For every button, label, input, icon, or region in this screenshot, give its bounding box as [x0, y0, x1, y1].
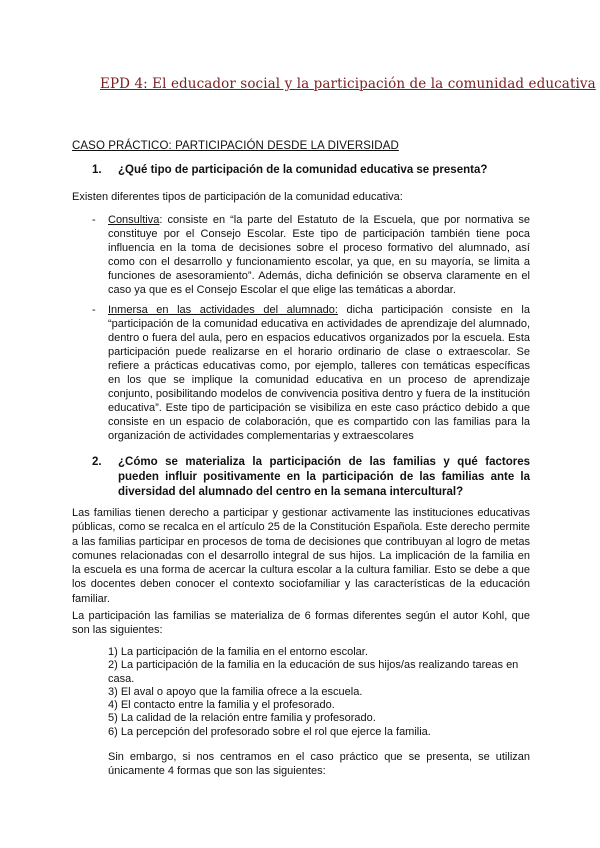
section-heading: CASO PRÁCTICO: PARTICIPACIÓN DESDE LA DIVERSIDAD [72, 140, 399, 152]
families-paragraph: Las familias tienen derecho a participar y gestionar activamente las instituciones educativas públicas, como se recalca en el artículo 25 de la Constitución Española. Este derecho permite a las familias participar en procesos de toma de decisiones que contribuyan al logro de metas comunes relacionadas con el desarrollo integral de sus hijos. La implicación de la familia en la escuela es una forma de acercar la cultura escolar a la cultura familiar. Esto se debe a que los docentes deben conocer el contexto sociofamiliar y las características de la educación familiar. [72, 507, 530, 605]
kohl-paragraph: La participación las familias se materializa de 6 formas diferentes según el autor Kohl, que son las siguientes: [72, 610, 530, 637]
question-2-text: ¿Cómo se materializa la participación de las familias y qué factores pueden influir positivamente en la participación de las familias ante la diversidad del alumnado del centro en la semana intercultural? [118, 456, 530, 498]
bullet-text [92, 303, 530, 443]
list-item: 2) La participación de la familia en la educación de sus hijos/as realizando tareas en casa. [108, 659, 519, 685]
question-2 [92, 455, 530, 500]
list-item: 4) El contacto entre la familia y el profesorado. [108, 699, 335, 712]
question-1-text: ¿Qué tipo de participación de la comunidad educativa se presenta? [118, 164, 488, 176]
bullet-inmersa [92, 303, 530, 443]
document-title: EPD 4: El educador social y la participación de la comunidad educativa [100, 76, 596, 92]
intro-paragraph: Existen diferentes tipos de participación de la comunidad educativa: [72, 191, 403, 203]
bullet-dash: - [92, 214, 96, 226]
kohl-list [108, 646, 530, 739]
list-item: 5) La calidad de la relación entre familia y profesorado. [108, 712, 376, 725]
bullet-body: : consiste en “la parte del Estatuto de la Escuela, que por normativa se constituye por el Consejo Escolar. Este tipo de participación también tiene poca influencia en la toma de decisiones sobre el proceso formativo del alumnado, así como con el desarrollo y funcionamiento escolar, ya que, en su mayoría, se limita a funciones de asesoramiento”. Además, dicha definición se observa claramente en el caso ya que es el Consejo Escolar el que elige las temáticas a abordar. [108, 214, 530, 296]
list-item: 6) La percepción del profesorado sobre el rol que ejerce la familia. [108, 725, 431, 738]
bullet-body: dicha participación consiste en la “participación de la comunidad educativa en actividades de aprendizaje del alumnado, dentro o fuera del aula, pero en espacios educativos organizados por la escuela. Esta participación puede realizarse en el horario ordinario de clase o extraescolar. Se refiere a prácticas educativas como, por ejemplo, talleres con temáticas específicas en los que se implique la comunidad educativa en un proceso de aprendizaje conjunto, posibilitando modelos de convivencia positiva dentro y fuera de la institución educativa”. Este tipo de participación se visibiliza en este caso práctico debido a que consiste en un espacio de colaboración, que es compartido con las familias para la organización de actividades complementarias y extraescolares [108, 304, 530, 442]
list-item: 1) La participación de la familia en el entorno escolar. [108, 646, 368, 658]
question-1 [92, 163, 512, 178]
bullet-consultiva [92, 213, 530, 297]
bullet-term: Inmersa en las actividades del alumnado: [108, 304, 338, 316]
final-paragraph: Sin embargo, si nos centramos en el caso práctico que se presenta, se utilizan únicamente 4 formas que son las siguientes: [108, 751, 530, 778]
bullet-dash: - [92, 304, 96, 316]
bullet-text [92, 213, 530, 297]
bullet-term: Consultiva [108, 214, 160, 226]
question-1-number: 1. [92, 164, 102, 176]
list-item: 3) El aval o apoyo que la familia ofrece a la escuela. [108, 685, 363, 698]
question-2-number: 2. [92, 456, 102, 468]
